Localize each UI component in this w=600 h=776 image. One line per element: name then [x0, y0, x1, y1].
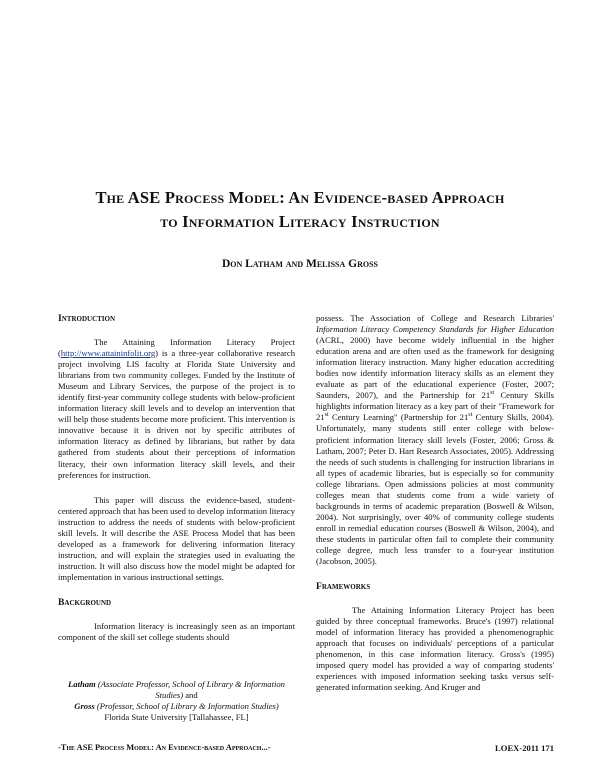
background-heading: Background — [58, 596, 112, 608]
background-paragraph-continued: possess. The Association of College and Research Libraries' Information Literacy Competency Standards for Higher Education (ACRL, 2000) have become widely influential in the higher education arena and are often used as the framework for designing information literacy instruction. Many higher education accrediting bodies now identify information literacy skills as an element they evaluate as part of the educational experience (Foster, 2007; Saunders, 2007), and the Partnership for 21st Century Skills highlights information literacy as a key part of their "Framework for 21st Century Learning" (Partnership for 21st Century Skills, 2004). Unfortunately, many students still enter college with below-proficient information literacy skill levels (Foster, 2006; Gross & Latham, 2007; Peter D. Hart Research Associates, 2005). Addressing the needs of such students is challenging for instruction librarians in all types of academic libraries, but is especially so for community college librarians. Open admissions policies at most community colleges mean that students come from a wide variety of backgrounds in terms of academic preparation (Boswell & Wilson, 2004). Not surprisingly, over 40% of community college students enroll in remedial education courses (Boswell & Wilson, 2004), and these students in particular often fail to complete their community college degree, much less transfer to a four-year institution (Jacobson, 2005). — [316, 313, 555, 567]
background-paragraph-1: Information literacy is increasingly seen as an important component of the skill set college students should — [58, 620, 295, 643]
title-line-2: to Information Literacy Instruction — [160, 212, 440, 231]
institution: Florida State University [Tallahassee, FL] — [104, 712, 249, 722]
running-footer-title: -The ASE Process Model: An Evidence-based Approach...- — [58, 743, 271, 752]
page-number: LOEX-2011 171 — [495, 743, 554, 753]
authors: Don Latham and Melissa Gross — [221, 258, 379, 270]
author-role-1: (Associate Professor, School of Library & Information Studies) — [95, 679, 285, 700]
author-affiliations: Latham (Associate Professor, School of Library & Information Studies) and Gross (Professor, School of Library & Information Studies) Florida State University [Tallahassee, FL] — [58, 679, 295, 723]
author-role-2: (Professor, School of Library & Information Studies) — [94, 701, 279, 711]
paper-title — [0, 186, 600, 234]
introduction-paragraph-1: The Attaining Information Literacy Project (http://www.attaininfolit.org) is a three-year collaborative research project involving LIS faculty at Florida State University and librarians from two community colleges. Funded by the Institute of Museum and Library Services, the purpose of the project is to identify first-year community college students with below-proficient information literacy skill levels and to develop an intervention that will help those students become more proficient. This intervention is innovative because it is driven not by specific attributes of information literacy as defined by librarians, but rather by data gathered from students about their perceptions of information literacy, their own information literacy skill levels, and their preferences for instruction. — [58, 337, 295, 480]
introduction-paragraph-2: This paper will discuss the evidence-based, student-centered approach that has been used to develop information literacy instruction to address the needs of students with below-proficient skill levels. It will describe the ASE Process Model that has been developed as a framework for delivering information literacy instruction, and will explain the strategies used in evaluating the instruction. It will also discuss how the model might be adapted for implementation in various instructional settings. — [58, 494, 295, 582]
author-name-2: Gross — [74, 701, 95, 711]
left-column — [58, 313, 295, 643]
standards-title: Information Literacy Competency Standards for Higher Education — [316, 324, 554, 335]
author-name-1: Latham — [68, 679, 96, 689]
title-line-1: The ASE Process Model: An Evidence-based Approach — [95, 188, 505, 207]
frameworks-paragraph-1: The Attaining Information Literacy Project has been guided by three conceptual frameworks. Bruce's (1997) relational model of information literacy has provided a phenomenographic approach that focuses on individuals' perceptions of a particular phenomenon, in this case information literacy. Gross's (1995) imposed query model has provided a way of comparing students' experiences with imposed information seeking tasks versus self-generated information seeking. And Kruger and — [316, 605, 554, 693]
frameworks-heading: Frameworks — [316, 581, 371, 593]
introduction-heading: Introduction — [58, 313, 116, 324]
project-link[interactable]: http://www.attaininfolit.org — [60, 348, 156, 359]
right-column — [316, 313, 554, 693]
